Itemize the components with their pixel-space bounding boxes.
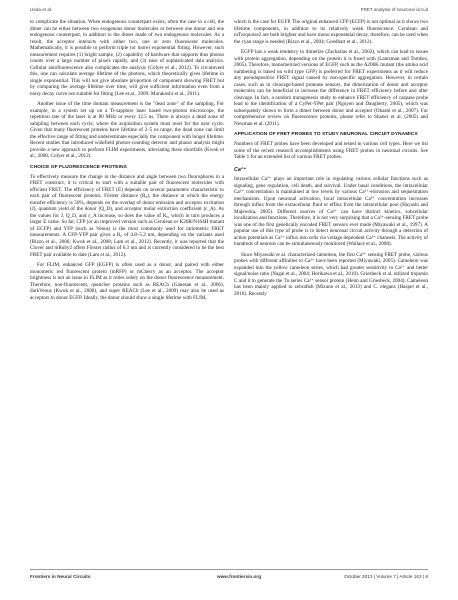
- running-header: [30, 7, 428, 17]
- section-heading-fluorescence-proteins: CHOICE OF FLUORESCENCE PROTEINS: [30, 164, 127, 170]
- footer-website-link[interactable]: www.frontiersin.org: [217, 574, 262, 579]
- paragraph: Since Miyawaki et al. characterized cameleon, the first Ca²⁺ sensing FRET probe, various probes with different affinities to Ca²⁺ have been reported (Miyawaki, 2005). Cameleon was expanded into the yellow cameleon series, which had greater sensitivity to Ca²⁺ and better signal/noise ratio (Nagai et al., 2004; Horikawa et al., 2010). Griesbeck et al. utilized troponin C and it to generate the Tn series Ca²⁺ sensor protein (Heim and Griesbeck, 2004). Cameleon has been mainly applied to zebrafish (Mizuno et al., 2013) and C. elegans (Haspel et al., 2010). Recently: [234, 251, 428, 297]
- paragraph: which is the case for EGFP. The original enhanced CFP (ECFP) is not optimal as it shows two lifetime components, in addition to its relatively weak fluorescence. Cerulean and mTurquoise2 are both brighter and have mono exponential decay, therefore, can be used when the cyan range is needed (Rizzo et al., 2004; Goedhart et al., 2012).: [234, 19, 428, 45]
- right-column: [234, 19, 428, 556]
- header-title: FRET analysis of neuronal circuit: [360, 7, 428, 12]
- paragraph: to complicate the situation. When endogenous counterpart exists, often the case in a cell, the dimer can be either between two exogenous donor molecules or between one donor and one endogenous counterpart, in addition to the dimer made of two endogenous molecules. As a result, the acceptor interacts with either two, one or zero fluorescent molecules. Mathematically, it is possible to perform triple (or more) exponential fitting. However, such measurement requires (1) bright sample, (2) capability of hardware that supports thus photon counts over a large number of pixels rapidly, and (3) ease of sophisticated data analysis. Cellular autofluorescence also complicates the analysis (Colyer et al., 2012). To circumvent this, one can calculate average lifetime of the photons, which theoretically gives lifetime in single exponential. This will not give absolute proportion of component showing FRET but by comparing the average lifetime over time, will give sufficient information even from a noisy decay curve not suitable for fitting (Lee et al., 2009; Murakoshi et al., 2011).: [30, 19, 224, 97]
- section-heading-fret-applications: APPLICATION OF FRET PROBES TO STUDY NEURONAL CIRCUIT DYNAMICS: [234, 132, 418, 137]
- left-column: [30, 19, 224, 556]
- subsection-heading-calcium: Ca²⁺: [234, 166, 246, 173]
- paragraph: For FLIM, enhanced GFP (EGFP) is often used as a donor, and paired with either monomeric red fluorescent protein (mRFP) or mCherry as an acceptor. The acceptor brightness is not an issue in FLIM as it relies solely on the donor fluorescence measurement. Therefore, non-fluorescent, quencher proteins such as REACh (Ganesan et al., 2006), darkVenus (Kwok et al., 2008), and super REACh (Lee et al., 2009) may also be used as acceptors to donor EGFP. Ideally, the donor should show a single lifetime with FLIM,: [30, 262, 224, 301]
- paragraph: To effectively measure the change in the distance and angle between two fluorophores in a FRET construct, it is critical to start with a suitable pair of fluorescent molecules with efficient FRET. The efficiency of FRET (E) depends on several parameters characteristic to each pair of fluorescent proteins. Förster distance (R₀), the distance at which the energy transfer efficiency is 50%, depends on the overlap of donor emission and acceptor excitation (J), quantum yield of the donor (Q_D), and acceptor molar extinction coefficient (ε_A). As the values for J, Q_D, and ε_A increase, so does the value of R₀, which in turn produces a larger E value. So far, CFP (or an improved version such as Cerulean or K26R/N164H mutant of ECFP) and YFP (such as Venus) is the most commonly used for ratiometric FRET measurements. A CFP-YFP pair gives a R₀ of 4.8–5.2 nm, depending on the variants used (Rizzo et al., 2006; Kwok et al., 2008; Lam et al., 2012). Recently, it was reported that the Clover and mRuby2 offers Förster radius of 6.3 nm and is currently considered to be the best FRET pair available to date (Lam et al., 2012).: [30, 173, 224, 258]
- footer-issue-info: October 2013 | Volume 7 | Article 163 | 8: [344, 574, 428, 579]
- header-authors: Ueda et al.: [30, 7, 53, 12]
- paragraph: Another issue of the time domain measurement is the "dead zone" of the sampling. For example, in a system set up on a Ti-sapphire laser based two-photon microscope, the repetition rate of the laser is at 80 MHz or every 12.5 ns. There is always a dead zone of sampling between each cycle, where the acquisition system must reset for the next cycle. Given that many fluorescent proteins have lifetime of 2–5 ns range, the dead zone can limit the effective range of fitting and underestimate especially the component with longer lifetime. Recent studies that introduced widefield photon-counting detector and phasor analysis might provide a new approach to perform FLIM experiments, alleviating these shortfalls (Kwok et al., 2008; Colyer et al., 2012).: [30, 101, 224, 159]
- paragraph: EGFP has a weak tendency to dimerize (Zacharias et al., 2002), which can lead to issues with protein aggregation, depending on the protein it is fused with (Lantsman and Tombes, 2005). Therefore, monomerized versions of EGFP, such as the A206K mutant (the amino acid numbering is based on wild type GFP) is preferred for FRET experiments as it will reduce any pseudopositive FRET signal caused by non-specific aggregation. However, in certain cases, such as in cleavage-based protease sensors, the dimerization of donor and acceptor molecules can be beneficial to increase the difference in FRET efficiency before and after cleavage. In fact, a random mutagenesis study to enhance FRET efficiency of caspase probe lead to the identification of a CyPet-YPet pair (Nguyen and Daugherty, 2005), which was subsequently shown to form a dimer between donor and acceptor (Ohashi et al., 2007). For comprehensive review on fluorescence proteins, please refer to Shaner et al. (2005) and Newman et al. (2011).: [234, 49, 428, 127]
- paragraph: Numbers of FRET probes have been developed and tested in various cell types. Here we list some of the recent research accomplishments using FRET probes in neuronal circuits. See Table 1 for an extended list of various FRET probes.: [234, 141, 428, 160]
- footer-journal: Frontiers in Neural Circuits: [30, 574, 91, 579]
- paragraph: Intracellular Ca²⁺ plays an important role in regulating various cellular functions such as signaling, gene regulation, cell death, and survival. Under basal conditions, the intracellular Ca²⁺ concentration is maintained at low levels by various Ca²⁺-extrusion and sequestration mechanisms. Upon neuronal activation, local intracellular Ca²⁺ concentration increases through influx from the extracellular fluid or efflux from the intracellular pool (Hayashi and Majewska, 2005). Different sources of Ca²⁺ can have distinct kinetics, subcellular localization and functions. Therefore, it is not very surprising that a Ca²⁺-sensing FRET probe was one of the first genetically encoded FRET sensors ever made (Miyawaki et al., 1997). A popular use of this type of probe is to detect neuronal circuit activity through a detection of action potentials as Ca²⁺ influx into cells via voltage dependent Ca²⁺ channels. The activity of hundreds of neurons can be simultaneously monitored (Wallace et al., 2008).: [234, 176, 428, 247]
- page-footer: [30, 569, 428, 579]
